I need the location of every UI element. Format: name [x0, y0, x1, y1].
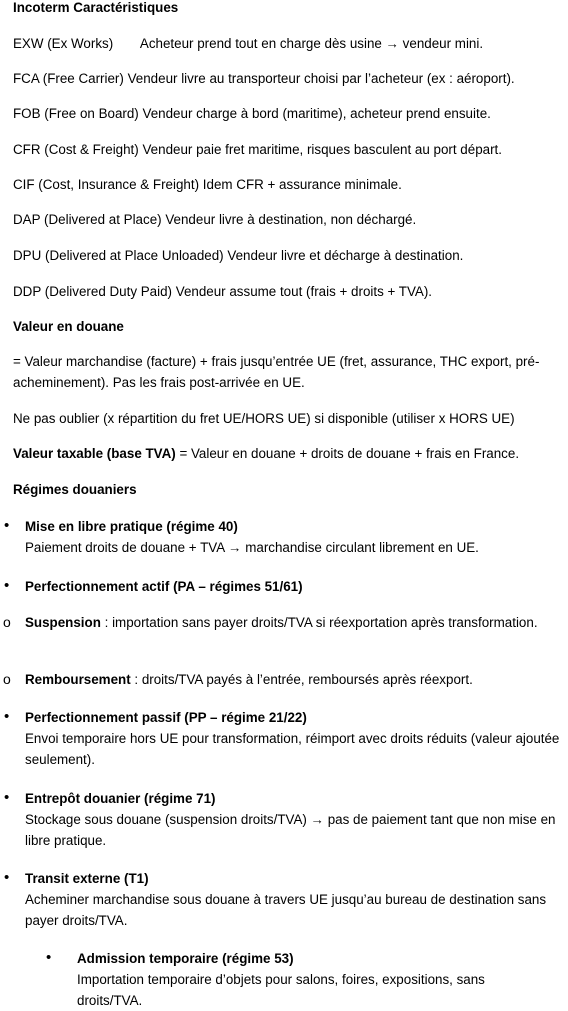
section-heading-regimes: Régimes douaniers	[13, 482, 137, 497]
incoterm-term: DAP (Delivered at Place)	[13, 212, 162, 227]
incoterm-row-exw	[13, 33, 483, 54]
bullet-icon: •	[4, 517, 10, 534]
incoterm-term: DPU (Delivered at Place Unloaded)	[13, 248, 224, 263]
circle-bullet-icon: o	[3, 671, 11, 687]
incoterm-desc: Vendeur livre à destination, non déchargé.	[165, 212, 417, 227]
regime-desc: Importation temporaire d’objets pour salons, foires, expositions, sans droits/TVA.	[77, 972, 485, 1008]
incoterm-desc: Vendeur livre et décharge à destination.	[227, 248, 464, 263]
incoterm-row-cif	[13, 174, 402, 195]
incoterm-row-fca	[13, 68, 515, 89]
bullet-icon: •	[4, 577, 10, 594]
incoterm-desc: Vendeur assume tout (frais + droits + TVA).	[175, 284, 433, 299]
regime-title: Perfectionnement passif (PP – régime 21/22)	[25, 710, 307, 725]
regime-desc: Stockage sous douane (suspension droits/TVA) → pas de paiement tant que non mise en libre pratique.	[25, 812, 556, 848]
valeur-taxable-line	[13, 443, 519, 464]
regime-desc: Paiement droits de douane + TVA → marchandise circulant librement en UE.	[25, 540, 479, 555]
table-header	[13, 0, 178, 18]
bullet-icon: •	[4, 708, 10, 725]
regime-desc: : importation sans payer droits/TVA si réexportation après transformation.	[100, 615, 538, 630]
incoterm-term: EXW (Ex Works)	[13, 36, 114, 51]
regime-item-suspension	[25, 612, 565, 633]
regime-title: Transit externe (T1)	[25, 871, 149, 886]
valeur-douane-text: = Valeur marchandise (facture) + frais jusqu’entrée UE (fret, assurance, THC export, pré-acheminement). Pas les frais post-arrivée en UE.	[13, 354, 540, 390]
valeur-taxable-label: Valeur taxable (base TVA)	[13, 446, 176, 461]
header-caracteristiques: Caractéristiques	[73, 0, 179, 15]
regime-item-transit-externe	[25, 868, 565, 931]
incoterm-desc: Vendeur charge à bord (maritime), acheteur prend ensuite.	[142, 106, 491, 121]
incoterm-term: FOB (Free on Board)	[13, 106, 139, 121]
regime-item-libre-pratique	[25, 516, 565, 558]
valeur-douane-note: Ne pas oublier (x répartition du fret UE/HORS UE) si disponible (utiliser x HORS UE)	[13, 411, 515, 426]
bullet-icon: •	[46, 949, 52, 966]
regime-desc: Envoi temporaire hors UE pour transformation, réimport avec droits réduits (valeur ajoutée seulement).	[25, 731, 560, 767]
regime-title: Mise en libre pratique (régime 40)	[25, 519, 238, 534]
regime-title: Admission temporaire (régime 53)	[77, 951, 294, 966]
regime-item-entrepot-douanier	[25, 788, 565, 851]
regime-label: Remboursement	[25, 672, 131, 687]
incoterm-term: CIF (Cost, Insurance & Freight)	[13, 177, 200, 192]
circle-bullet-icon: o	[3, 614, 11, 630]
incoterm-row-dap	[13, 209, 416, 230]
incoterm-desc: Vendeur livre au transporteur choisi par l’acheteur (ex : aéroport).	[127, 71, 515, 86]
regime-title: Entrepôt douanier (régime 71)	[25, 791, 216, 806]
regime-desc: : droits/TVA payés à l’entrée, remboursés après réexport.	[130, 672, 473, 687]
regime-item-perfectionnement-actif	[25, 576, 565, 597]
incoterm-row-ddp	[13, 281, 432, 302]
valeur-taxable-text: = Valeur en douane + droits de douane + frais en France.	[175, 446, 520, 461]
regime-item-remboursement	[25, 669, 565, 690]
section-heading-valeur-douane: Valeur en douane	[13, 319, 124, 334]
incoterm-desc: Acheteur prend tout en charge dès usine → vendeur mini.	[139, 36, 484, 51]
incoterm-term: DDP (Delivered Duty Paid)	[13, 284, 173, 299]
bullet-icon: •	[4, 869, 10, 886]
incoterm-desc: Vendeur paie fret maritime, risques basculent au port départ.	[142, 142, 502, 157]
incoterm-row-cfr	[13, 139, 502, 160]
regime-title: Perfectionnement actif (PA – régimes 51/61)	[25, 579, 303, 594]
incoterm-desc: Idem CFR + assurance minimale.	[202, 177, 402, 192]
incoterm-row-fob	[13, 103, 491, 124]
header-incoterm: Incoterm	[13, 0, 70, 15]
incoterm-row-dpu	[13, 245, 463, 266]
regime-item-perfectionnement-passif	[25, 707, 565, 770]
incoterm-term: CFR (Cost & Freight)	[13, 142, 139, 157]
regime-desc: Acheminer marchandise sous douane à travers UE jusqu’au bureau de destination sans payer droits/TVA.	[25, 892, 547, 928]
bullet-icon: •	[4, 789, 10, 806]
regime-label: Suspension	[25, 615, 101, 630]
regime-item-admission-temporaire	[77, 948, 547, 1011]
incoterm-term: FCA (Free Carrier)	[13, 71, 124, 86]
